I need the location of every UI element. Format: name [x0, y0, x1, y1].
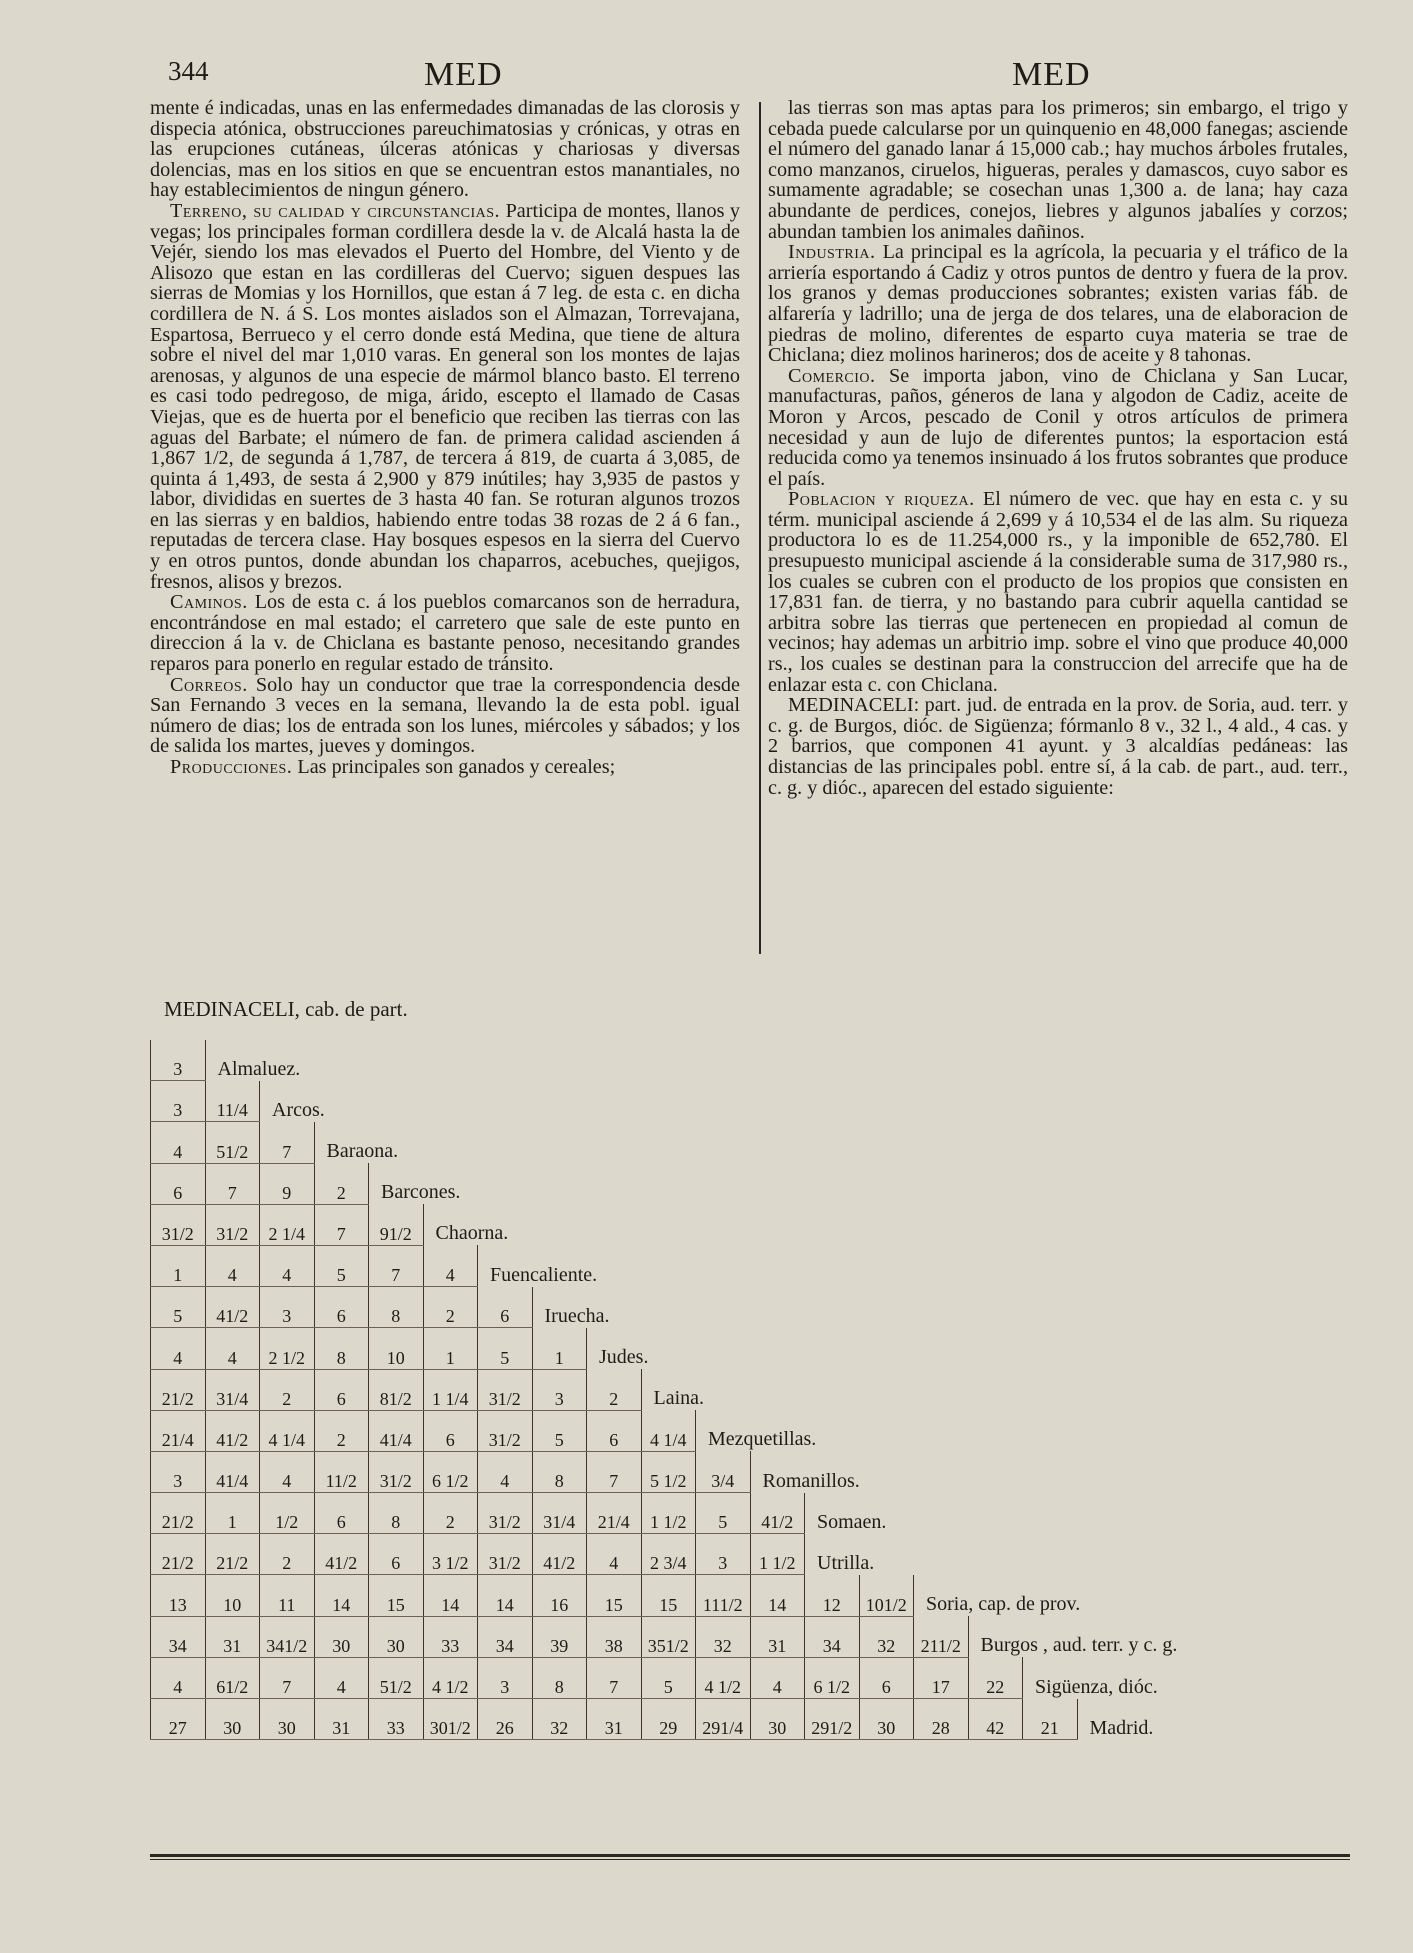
distance-cell: 1 1/2	[750, 1534, 805, 1575]
paragraph-text: Las principales son ganados y cereales;	[292, 756, 616, 778]
distance-cell: 2	[314, 1163, 369, 1204]
distance-cell: 6	[151, 1163, 206, 1204]
distance-cell: 42	[968, 1699, 1023, 1740]
distance-cell: 11/4	[205, 1081, 260, 1122]
table-row	[151, 1534, 1178, 1575]
table-row	[151, 1657, 1178, 1698]
distance-cell: 351/2	[641, 1616, 696, 1657]
distance-cell: 3	[151, 1451, 206, 1492]
paragraph	[150, 592, 740, 674]
distance-cell: 4	[314, 1657, 369, 1698]
distance-cell: 8	[369, 1493, 424, 1534]
distance-cell: 21/4	[587, 1493, 642, 1534]
distance-cell: 7	[260, 1657, 315, 1698]
distance-cell: 301/2	[423, 1699, 478, 1740]
paragraph	[768, 695, 1348, 798]
distance-cell: 31/2	[478, 1534, 533, 1575]
paragraph-text: Los de esta c. á los pueblos comarcanos son de herradura, encontrándose en mal estado; el carretero que sale de este punto en direccion á la v. de Chiclana es bastante penoso, necesitando grandes reparos para ponerlo en regular estado de tránsito.	[150, 591, 740, 676]
paragraph	[150, 201, 740, 592]
distance-cell: 41/2	[205, 1287, 260, 1328]
distance-cell: 6	[478, 1287, 533, 1328]
distance-cell: 34	[478, 1616, 533, 1657]
distance-cell: 1	[532, 1328, 587, 1369]
paragraph-text: MEDINACELI: part. jud. de entrada en la prov. de Soria, aud. terr. y c. g. de Burgos, dióc. de Sigüenza; fórmanlo 8 v., 32 l., 4 ald., 4 cas. y 2 barrios, que componen 41 ayunt. y 3 alcaldías pedáneas: las distancias de las principales pobl. entre sí, á la cab. de part., aud. terr., c. g. y dióc., aparecen del estado siguiente:	[768, 694, 1348, 799]
table-row	[151, 1287, 1178, 1328]
distance-cell: 4	[151, 1122, 206, 1163]
distance-cell: 4	[205, 1245, 260, 1286]
distance-cell: 41/2	[750, 1493, 805, 1534]
distance-cell: 3	[532, 1369, 587, 1410]
town-label: Utrilla.	[805, 1534, 1178, 1575]
distance-cell: 5	[532, 1410, 587, 1451]
distance-cell: 21	[1023, 1699, 1078, 1740]
running-head-right: MED	[1012, 56, 1091, 93]
distance-cell: 6	[314, 1287, 369, 1328]
distance-cell: 5	[314, 1245, 369, 1286]
distance-cell: 3	[478, 1657, 533, 1698]
distance-cell: 41/2	[532, 1534, 587, 1575]
distance-table	[150, 1040, 1177, 1740]
distance-cell: 10	[205, 1575, 260, 1616]
distance-cell: 5	[151, 1287, 206, 1328]
distance-cell: 21/2	[151, 1534, 206, 1575]
distance-cell: 4	[750, 1657, 805, 1698]
distance-cell: 31/2	[151, 1204, 206, 1245]
paragraph	[768, 242, 1348, 366]
section-lead: Producciones.	[170, 756, 293, 778]
distance-cell: 15	[641, 1575, 696, 1616]
table-row	[151, 1451, 1178, 1492]
distance-cell: 3	[151, 1081, 206, 1122]
table-row	[151, 1163, 1178, 1204]
distance-cell: 26	[478, 1699, 533, 1740]
distance-cell: 11	[260, 1575, 315, 1616]
distance-cell: 10	[369, 1328, 424, 1369]
town-label: Judes.	[587, 1328, 1178, 1369]
town-label: Laina.	[641, 1369, 1177, 1410]
distance-cell: 30	[260, 1699, 315, 1740]
distance-cell: 7	[587, 1451, 642, 1492]
distance-cell: 30	[750, 1699, 805, 1740]
distance-cell: 15	[369, 1575, 424, 1616]
distance-cell: 6	[587, 1410, 642, 1451]
town-label: Soria, cap. de prov.	[914, 1575, 1178, 1616]
distance-cell: 51/2	[205, 1122, 260, 1163]
distance-cell: 6	[859, 1657, 914, 1698]
distance-cell: 6	[423, 1410, 478, 1451]
table-row	[151, 1245, 1178, 1286]
distance-cell: 21/4	[151, 1410, 206, 1451]
distance-cell: 1	[205, 1493, 260, 1534]
distance-cell: 21/2	[205, 1534, 260, 1575]
distance-cell: 6	[369, 1534, 424, 1575]
distance-cell: 38	[587, 1616, 642, 1657]
distance-cell: 5	[696, 1493, 751, 1534]
distance-cell: 6 1/2	[805, 1657, 860, 1698]
paragraph	[768, 98, 1348, 242]
distance-cell: 2	[314, 1410, 369, 1451]
distance-cell: 11/2	[314, 1451, 369, 1492]
town-label: Iruecha.	[532, 1287, 1177, 1328]
paragraph-text: El número de vec. que hay en esta c. y su térm. municipal asciende á 2,699 y á 10,534 el de las alm. Su riqueza productora lo es de 11.254,000 rs., y la imponible de 652,780. El presupuesto municipal asciende á la considerable suma de 317,980 rs., los cuales se cubren con el producto de los propios que consisten en 17,831 fan. de tierra, y no bastando para cubrir aquella cantidad se arbitra sobre las tierras que pertenecen en propiedad al comun de vecinos; hay ademas un arbitrio imp. sobre el vino que produce 40,000 rs., los cuales se destinan para la construccion del arrecife que ha de enlazar esta c. con Chiclana.	[768, 488, 1348, 696]
distance-cell: 32	[859, 1616, 914, 1657]
distance-cell: 34	[151, 1616, 206, 1657]
distance-cell: 27	[151, 1699, 206, 1740]
town-label: Fuencaliente.	[478, 1245, 1178, 1286]
distance-cell: 31	[587, 1699, 642, 1740]
paragraph	[768, 489, 1348, 695]
left-text-column	[150, 98, 740, 778]
section-lead: Correos.	[170, 673, 248, 696]
distance-cell: 14	[750, 1575, 805, 1616]
distance-cell: 31/2	[478, 1493, 533, 1534]
distance-cell: 3	[151, 1040, 206, 1081]
paragraph-text: Solo hay un conductor que trae la correspondencia desde San Fernando 3 veces en la semana, llevando la de esta pobl. igual número de dias; los de entrada son los lunes, miércoles y sábados; y los de salida los martes, jueves y domingos.	[150, 673, 740, 758]
distance-cell: 1 1/4	[423, 1369, 478, 1410]
distance-cell: 2	[423, 1287, 478, 1328]
paragraph-text: mente é indicadas, unas en las enfermedades dimanadas de las clorosis y dispecia atónica, obstrucciones pareuchimatosias y crónicas, y otras en las erupciones cutáneas, úlceras atónicas y chariosas y diversas dolencias, mas en los sitios en que se encuentran estos manantiales, no hay establecimientos de ningun género.	[150, 97, 740, 202]
table-row	[151, 1204, 1178, 1245]
distance-cell: 14	[314, 1575, 369, 1616]
distance-cell: 1 1/2	[641, 1493, 696, 1534]
distance-cell: 16	[532, 1575, 587, 1616]
distance-cell: 4	[205, 1328, 260, 1369]
distance-cell: 1	[151, 1245, 206, 1286]
distance-cell: 8	[314, 1328, 369, 1369]
distance-cell: 1	[423, 1328, 478, 1369]
distance-cell: 4	[260, 1245, 315, 1286]
town-label: Burgos , aud. terr. y c. g.	[968, 1616, 1177, 1657]
distance-cell: 31/2	[478, 1410, 533, 1451]
paragraph	[150, 675, 740, 757]
distance-cell: 33	[423, 1616, 478, 1657]
distance-cell: 13	[151, 1575, 206, 1616]
distance-cell: 4 1/2	[423, 1657, 478, 1698]
paragraph	[768, 366, 1348, 490]
distance-cell: 7	[369, 1245, 424, 1286]
section-lead: Caminos.	[170, 591, 248, 614]
bottom-rule	[150, 1854, 1350, 1857]
table-row	[151, 1493, 1178, 1534]
section-lead: Poblacion y riqueza.	[788, 488, 975, 511]
bottom-rule-thin	[150, 1859, 1350, 1860]
town-label: Romanillos.	[750, 1451, 1177, 1492]
table-row	[151, 1328, 1178, 1369]
distance-cell: 4 1/4	[641, 1410, 696, 1451]
table-row	[151, 1122, 1178, 1163]
town-label: Sigüenza, dióc.	[1023, 1657, 1178, 1698]
table-row	[151, 1575, 1178, 1616]
distance-cell: 31	[750, 1616, 805, 1657]
distance-cell: 51/2	[369, 1657, 424, 1698]
distance-cell: 5	[641, 1657, 696, 1698]
distance-cell: 2 1/4	[260, 1204, 315, 1245]
column-divider	[759, 102, 761, 954]
distance-cell: 30	[369, 1616, 424, 1657]
distance-cell: 31/2	[369, 1451, 424, 1492]
distance-cell: 5	[478, 1328, 533, 1369]
distance-cell: 4	[587, 1534, 642, 1575]
distance-cell: 3	[696, 1534, 751, 1575]
section-lead: Industria.	[788, 241, 876, 264]
distance-cell: 2	[587, 1369, 642, 1410]
distance-cell: 34	[805, 1616, 860, 1657]
distance-cell: 2	[260, 1534, 315, 1575]
town-label: Mezquetillas.	[696, 1410, 1178, 1451]
distance-cell: 7	[587, 1657, 642, 1698]
distance-cell: 8	[532, 1451, 587, 1492]
distance-cell: 91/2	[369, 1204, 424, 1245]
distance-cell: 7	[314, 1204, 369, 1245]
distance-cell: 14	[478, 1575, 533, 1616]
table-row	[151, 1616, 1178, 1657]
section-lead: Terreno, su calidad y circunstancias.	[170, 199, 501, 222]
distance-cell: 2	[423, 1493, 478, 1534]
table-row	[151, 1081, 1178, 1122]
distance-cell: 41/2	[314, 1534, 369, 1575]
table-caption: MEDINACELI, cab. de part.	[164, 997, 408, 1021]
distance-cell: 3 1/2	[423, 1534, 478, 1575]
distance-cell: 8	[532, 1657, 587, 1698]
distance-cell: 30	[205, 1699, 260, 1740]
distance-cell: 4 1/4	[260, 1410, 315, 1451]
distance-cell: 4	[423, 1245, 478, 1286]
distance-cell: 31/4	[532, 1493, 587, 1534]
distance-cell: 4	[151, 1328, 206, 1369]
distance-cell: 31/4	[205, 1369, 260, 1410]
distance-cell: 21/2	[151, 1493, 206, 1534]
paragraph-text: Participa de montes, llanos y vegas; los principales forman cordillera desde la v. de Alcalá hasta la de Vejér, siendo los mas elevados el Puerto del Hombre, del Viento y de Alisozo que estan en las cordilleras del Cuervo; siguen despues las sierras de Momias y los Hornillos, que estan á 7 leg. de esta c. en dicha cordillera de N. á S. Los montes aislados son el Almazan, Torrevajana, Espartosa, Berrueco y el cerro donde está Medina, que tiene de altura sobre el nivel del mar 1,010 varas. En general son los montes de lajas arenosas, y algunos de una especie de mármol blanco basto. El terreno es casi todo pedregoso, de miga, árido, escepto el llamado de Casas Viejas, que es de huerta por el beneficio que reciben las tierras con las aguas del Barbate; el número de fan. de primera calidad ascienden á 1,867 1/2, de segunda á 1,787, de tercera á 819, de cuarta á 3,085, de quinta á 1,493, de sesta á 2,900 y 879 inútiles; hay 3,935 de pastos y labor, divididas en suertes de 3 hasta 40 fan. Se roturan algunos trozos en las sierras y en baldios, habiendo entre todas 38 rozas de 2 á 6 fan., reputadas de tercera clase. Hay bosques espesos en la sierra del Cuervo y en otros puntos, donde abundan los chaparros, acebuches, quejigos, fresnos, alisos y brezos.	[150, 199, 740, 593]
distance-cell: 341/2	[260, 1616, 315, 1657]
distance-cell: 211/2	[914, 1616, 969, 1657]
paragraph	[150, 98, 740, 201]
distance-cell: 41/2	[205, 1410, 260, 1451]
table-row	[151, 1369, 1178, 1410]
section-lead: Comercio.	[788, 364, 876, 387]
distance-cell: 15	[587, 1575, 642, 1616]
paragraph	[150, 757, 740, 778]
distance-cell: 2 1/2	[260, 1328, 315, 1369]
town-label: Madrid.	[1077, 1699, 1177, 1740]
distance-cell: 5 1/2	[641, 1451, 696, 1492]
table-row	[151, 1410, 1178, 1451]
distance-cell: 28	[914, 1699, 969, 1740]
town-label: Barcones.	[369, 1163, 1178, 1204]
town-label: Somaen.	[805, 1493, 1178, 1534]
distance-cell: 101/2	[859, 1575, 914, 1616]
running-head-left: MED	[424, 56, 503, 93]
distance-cell: 31	[205, 1616, 260, 1657]
distance-cell: 7	[260, 1122, 315, 1163]
distance-cell: 291/4	[696, 1699, 751, 1740]
page-number: 344	[168, 56, 209, 86]
town-label: Chaorna.	[423, 1204, 1177, 1245]
distance-cell: 81/2	[369, 1369, 424, 1410]
distance-cell: 31/2	[478, 1369, 533, 1410]
distance-cell: 111/2	[696, 1575, 751, 1616]
paragraph-text: La principal es la agrícola, la pecuaria y el tráfico de la arriería esportando á Cadiz y otros puntos de dentro y fuera de la prov. los granos y demas producciones sobrantes; existen varias fáb. de alfarería y ladrillo; una de jerga de dos telares, una de elaboracion de piedras de molino, diferentes de esparto cuya materia se trae de Chiclana; diez molinos harineros; dos de aceite y 8 tahonas.	[768, 241, 1348, 367]
distance-cell: 9	[260, 1163, 315, 1204]
town-label: Arcos.	[260, 1081, 1178, 1122]
table-row	[151, 1040, 1178, 1081]
distance-cell: 41/4	[369, 1410, 424, 1451]
distance-cell: 1/2	[260, 1493, 315, 1534]
distance-cell: 31	[314, 1699, 369, 1740]
distance-cell: 32	[532, 1699, 587, 1740]
distance-cell: 41/4	[205, 1451, 260, 1492]
distance-cell: 4	[478, 1451, 533, 1492]
distance-cell: 21/2	[151, 1369, 206, 1410]
distance-cell: 291/2	[805, 1699, 860, 1740]
distance-cell: 6	[314, 1493, 369, 1534]
distance-cell: 3/4	[696, 1451, 751, 1492]
distance-cell: 4	[151, 1657, 206, 1698]
distance-cell: 39	[532, 1616, 587, 1657]
table-row	[151, 1699, 1178, 1740]
paragraph-text: Se importa jabon, vino de Chiclana y San Lucar, manufacturas, paños, géneros de lana y algodon de Cadiz, aceite de Moron y Arcos, pescado de Conil y otros artículos de primera necesidad y aun de lujo de diferentes puntos; la esportacion está reducida como ya tenemos insinuado á los frutos sobrantes que produce el país.	[768, 364, 1348, 490]
distance-cell: 30	[859, 1699, 914, 1740]
right-text-column	[768, 98, 1348, 798]
distance-cell: 2	[260, 1369, 315, 1410]
distance-cell: 4 1/2	[696, 1657, 751, 1698]
distance-cell: 3	[260, 1287, 315, 1328]
distance-cell: 33	[369, 1699, 424, 1740]
distance-cell: 7	[205, 1163, 260, 1204]
distance-cell: 61/2	[205, 1657, 260, 1698]
distance-cell: 2 3/4	[641, 1534, 696, 1575]
town-label: Baraona.	[314, 1122, 1177, 1163]
distance-cell: 12	[805, 1575, 860, 1616]
distance-cell: 4	[260, 1451, 315, 1492]
distance-cell: 30	[314, 1616, 369, 1657]
distance-cell: 17	[914, 1657, 969, 1698]
distance-cell: 6 1/2	[423, 1451, 478, 1492]
distance-cell: 32	[696, 1616, 751, 1657]
distance-cell: 31/2	[205, 1204, 260, 1245]
town-label: Almaluez.	[205, 1040, 1177, 1081]
paragraph-text: las tierras son mas aptas para los primeros; sin embargo, el trigo y cebada puede calcularse por un quinquenio en 48,000 fanegas; asciende el número del ganado lanar á 15,000 cab.; hay muchos árboles frutales, como manzanos, ciruelos, higueras, perales y damascos, cuyo sabor es sumamente agradable; se cosechan unas 1,300 a. de lana; hay caza abundante de perdices, conejos, liebres y algunos jabalíes y corzos; abundan tambien los animales dañinos.	[768, 97, 1348, 243]
distance-cell: 8	[369, 1287, 424, 1328]
distance-cell: 14	[423, 1575, 478, 1616]
distance-cell: 6	[314, 1369, 369, 1410]
distance-cell: 29	[641, 1699, 696, 1740]
distance-cell: 22	[968, 1657, 1023, 1698]
